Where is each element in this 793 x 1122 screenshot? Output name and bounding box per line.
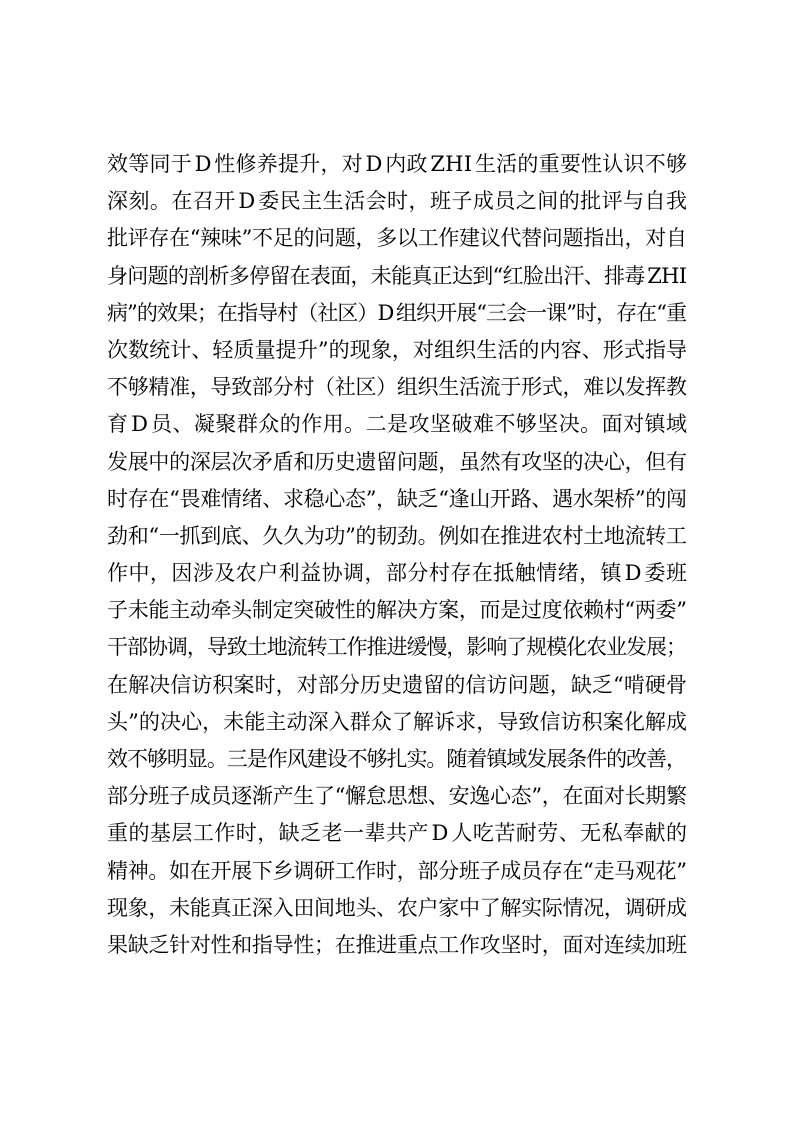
text-line: 现象，未能真正深入田间地头、农户家中了解实际情况，调研成 <box>107 895 687 920</box>
text-line: 作中，因涉及农户利益协调，部分村存在抵触情绪，镇D委班 <box>107 561 688 586</box>
text-line: 病”的效果；在指导村（社区）D组织开展“三会一课”时，存在“重 <box>107 300 687 325</box>
text-line: 次数统计、轻质量提升”的现象，对组织生活的内容、形式指导 <box>107 337 688 362</box>
text-line: 批评存在“辣味”不足的问题，多以工作建议代替问题指出，对自 <box>107 226 687 251</box>
text-line: 效不够明显。三是作风建设不够扎实。随着镇域发展条件的改善， <box>107 747 686 771</box>
text-line: 时存在“畏难情绪、求稳心态”，缺乏“逢山开路、遇水架桥”的闯 <box>107 486 687 511</box>
text-line: 干部协调，导致土地流转工作推进缓慢，影响了规模化农业发展； <box>107 635 686 660</box>
document-body <box>107 146 687 964</box>
text-line: 身问题的剖析多停留在表面，未能真正达到“红脸出汗、排毒ZHI <box>107 263 687 288</box>
text-line: 果缺乏针对性和指导性；在推进重点工作攻坚时，面对连续加班 <box>107 932 687 957</box>
text-line: 育D员、凝聚群众的作用。二是攻坚破难不够坚决。面对镇域 <box>107 412 688 437</box>
text-line: 深刻。在召开D委民主生活会时，班子成员之间的批评与自我 <box>107 189 688 214</box>
text-line: 重的基层工作时，缺乏老一辈共产D人吃苦耐劳、无私奉献的 <box>107 821 688 846</box>
text-line: 发展中的深层次矛盾和历史遗留问题，虽然有攻坚的决心，但有 <box>107 449 687 474</box>
text-line: 子未能主动牵头制定突破性的解决方案，而是过度依赖村“两委” <box>107 598 687 623</box>
text-line: 在解决信访积案时，对部分历史遗留的信访问题，缺乏“啃硬骨 <box>107 672 688 697</box>
text-line: 精神。如在开展下乡调研工作时，部分班子成员存在“走马观花” <box>107 858 687 883</box>
text-line: 效等同于D性修养提升，对D内政ZHI生活的重要性认识不够 <box>107 152 688 176</box>
text-line: 部分班子成员逐渐产生了“懈怠思想、安逸心态”，在面对长期繁 <box>107 784 687 809</box>
text-line: 劲和“一抓到底、久久为功”的韧劲。例如在推进农村土地流转工 <box>107 523 687 548</box>
text-line: 不够精准，导致部分村（社区）组织生活流于形式，难以发挥教 <box>107 375 687 400</box>
text-line: 头”的决心，未能主动深入群众了解诉求，导致信访积案化解成 <box>107 709 688 734</box>
